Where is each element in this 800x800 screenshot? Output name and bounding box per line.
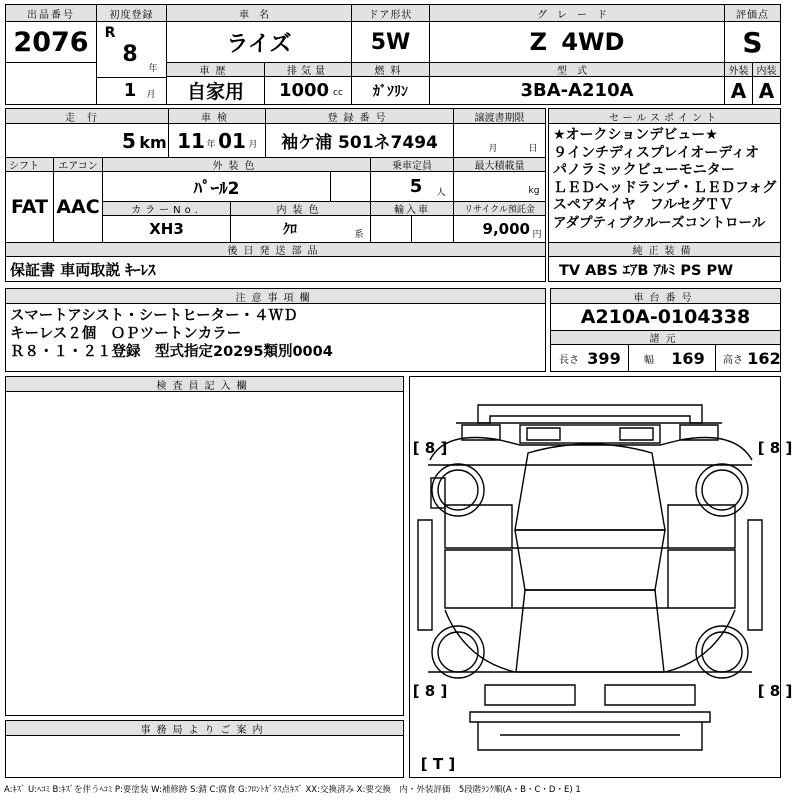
shift: FAT (11, 196, 48, 218)
spare-tire-mark: [ T ] (420, 755, 456, 773)
note-line: Ｒ８・１・２１登録 型式指定20295類別0004 (10, 344, 333, 360)
sales-point: パノラミックビューモニター (553, 162, 735, 178)
car-name: ライズ (166, 22, 351, 62)
transfer-deadline-label: 譲渡書期限 (453, 109, 545, 124)
import-label: 輸入車 (370, 201, 453, 216)
lot-label: 出品番号 (6, 5, 96, 22)
chassis-label: 車台番号 (551, 289, 780, 304)
chassis-number: A210A-0104338 (580, 306, 751, 328)
equipment-label: 純正装備 (549, 242, 780, 257)
car-name-label: 車名 (166, 5, 351, 22)
first-reg-year: 8 (122, 41, 138, 67)
ext-color: ﾊﾟｰﾙ2 (102, 172, 330, 201)
spec-height: 162 (747, 348, 781, 368)
fuel-label: 燃料 (351, 62, 429, 77)
inspector-label: 検査員記入欄 (6, 377, 403, 392)
grade-label: グレード (429, 5, 724, 22)
displacement-label: 排気量 (264, 62, 351, 77)
color-no: XH3 (102, 216, 230, 242)
exterior-score-label: 外装 (724, 62, 752, 77)
inspection-label: 車検 (168, 109, 265, 124)
spec-length-label: 長さ (559, 354, 579, 366)
model-code: 3BA-A210A (429, 77, 724, 104)
plate-number: 袖ケ浦 501ネ7494 (265, 124, 453, 157)
note-line: スマートアシスト・シートヒーター・４ＷＤ (10, 308, 298, 324)
legend: A:ｷｽﾞ U:ﾍｺﾐ B:ｷｽﾞを伴うﾍｺﾐ P:要塗装 W:補修跡 S:錆 C:腐食 G:ﾌﾛﾝﾄｶﾞﾗｽ点ｷｽﾞ XX:交換済み X:要交換 内・外装評価 5段階ﾗﾝｸ順(A・B・C・D・E) 1 (4, 785, 581, 795)
later-items: 保証書 車両取説 ｷｰﾚｽ (10, 260, 156, 279)
fuel: ｶﾞｿﾘﾝ (351, 77, 429, 104)
int-color-label: 内装色 (230, 201, 370, 216)
inspection-month-unit: 月 (248, 139, 258, 150)
recycle-unit: 円 (532, 229, 542, 240)
door-label: ドア形状 (351, 5, 429, 22)
capacity: 5 (409, 175, 423, 197)
max-load-label: 最大積載量 (453, 157, 545, 172)
first-reg-month-unit: 月 (146, 89, 156, 100)
displacement-unit: cc (333, 88, 343, 98)
history: 自家用 (166, 77, 264, 104)
int-color: ｸﾛ (283, 222, 297, 238)
history-label: 車歴 (166, 62, 264, 77)
score-label: 評価点 (724, 5, 780, 22)
inspection-year: 11 (177, 129, 205, 153)
spec-width: 169 (671, 348, 705, 368)
tread-front-right: [ 8 ] (757, 439, 793, 457)
mileage: 5 (122, 129, 136, 153)
spec-length: 399 (587, 348, 621, 368)
capacity-label: 乗車定員 (370, 157, 453, 172)
spec-height-label: 高さ (723, 354, 743, 366)
mileage-label: 走行 (6, 109, 168, 124)
mileage-unit: km (139, 132, 167, 152)
notes-label: 注意事項欄 (6, 289, 545, 304)
aircon: AAC (53, 172, 102, 242)
later-items-label: 後日発送部品 (6, 242, 545, 257)
sales-point: ＬＥＤヘッドランプ・ＬＥＤフォグ (553, 179, 777, 196)
capacity-unit: 人 (436, 187, 446, 198)
displacement: 1000 (278, 80, 330, 101)
interior-score: A (752, 77, 780, 104)
office-label: 事務局よりご案内 (6, 721, 403, 736)
door-type: 5W (351, 22, 429, 62)
tread-rear-left: [ 8 ] (412, 682, 448, 700)
sales-point: スペアタイヤ フルセグＴＶ (553, 197, 734, 213)
note-line: キーレス２個 ＯＰツートンカラー (10, 326, 242, 342)
plate-label: 登録番号 (265, 109, 453, 124)
spec-width-label: 幅 (644, 354, 654, 366)
max-load-unit: kg (528, 186, 540, 196)
sales-points-label: セールスポイント (549, 109, 780, 124)
shift-label: シフト (6, 157, 53, 172)
tread-rear-right: [ 8 ] (757, 682, 793, 700)
color-no-label: カラーNo. (102, 201, 230, 216)
transfer-day-unit: 日 (528, 143, 538, 154)
first-reg-era: R (104, 25, 116, 41)
recycle-deposit: 9,000 (482, 220, 530, 238)
interior-score-label: 内装 (752, 62, 780, 77)
equipment: TV ABS ｴｱB ｱﾙﾐ PS PW (559, 262, 734, 279)
inspection-month: 01 (218, 129, 246, 153)
lot-number: 2076 (13, 26, 89, 58)
aircon-label: エアコン (53, 157, 102, 172)
first-reg-label: 初度登録 (96, 5, 166, 22)
tread-front-left: [ 8 ] (412, 439, 448, 457)
recycle-label: リサイクル預託金 (453, 201, 545, 216)
sales-point: アダプティブクルーズコントロール (553, 214, 766, 231)
exterior-score: A (724, 77, 752, 104)
first-reg-year-unit: 年 (148, 63, 158, 74)
sales-point: ★オークションデビュー★ (553, 127, 718, 143)
int-color-unit: 系 (354, 229, 364, 240)
specs-label: 諸元 (551, 330, 780, 345)
grade: Z 4WD (429, 22, 724, 62)
inspection-year-unit: 年 (206, 139, 216, 150)
score-value: S (724, 22, 780, 62)
ext-color-label: 外装色 (102, 157, 370, 172)
first-reg-month: 1 (123, 80, 137, 101)
transfer-month-unit: 月 (488, 143, 498, 154)
sales-point: ９インチディスプレイオーディオ (553, 144, 760, 161)
model-label: 型式 (429, 62, 724, 77)
